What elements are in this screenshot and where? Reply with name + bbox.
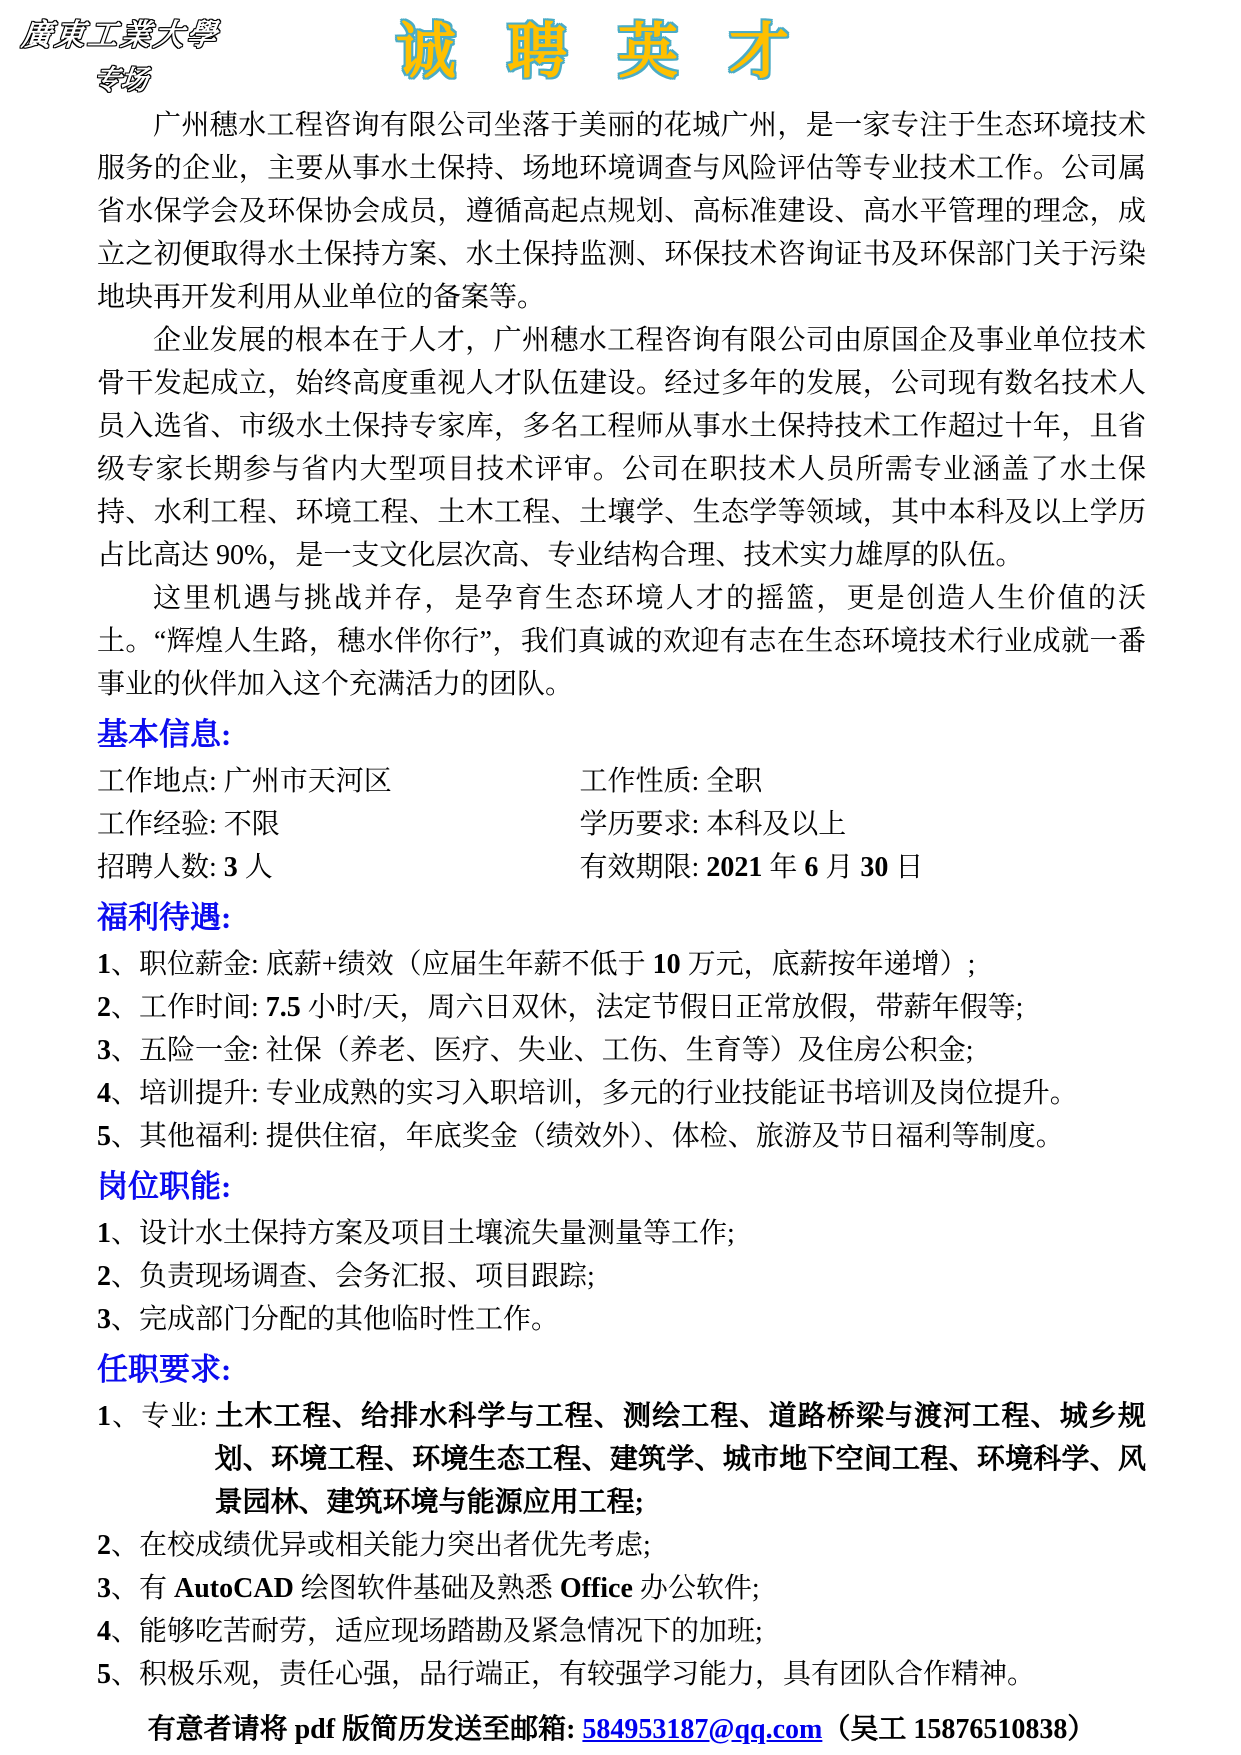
info-work-location xyxy=(97,760,580,803)
job-function-item-3 xyxy=(97,1298,1146,1341)
page-title: 诚 聘 英 才 xyxy=(396,19,795,85)
text-segment: 、设计水土保持方案及项目土壤流失量测量等工作; xyxy=(111,1218,735,1249)
footer-contact-person: （吴工 15876510838） xyxy=(822,1714,1096,1745)
job-function-item-2 xyxy=(97,1255,1146,1298)
requirement-item-5 xyxy=(97,1653,1146,1696)
info-education-required xyxy=(580,803,1146,846)
info-valid-until xyxy=(580,846,1146,889)
text-segment: 工作地点: 广州市天河区 xyxy=(97,766,392,797)
text-segment: 有效期限: xyxy=(579,852,707,883)
text-segment: 、积极乐观，责任心强，品行端正，有较强学习能力，具有团队合作精神。 xyxy=(111,1659,1036,1690)
requirement-item-1 xyxy=(97,1395,1146,1524)
intro-paragraph-3: 这里机遇与挑战并存，是孕育生态环境人才的摇篮，更是创造人生价值的沃土。“辉煌人生路，穗水伴你行”，我们真诚的欢迎有志在生态环境技术行业成就一番事业的伙伴加入这个充满活力的团队。 xyxy=(97,583,1146,700)
text-segment: 小时/天，周六日双休，法定节假日正常放假，带薪年假等; xyxy=(300,992,1024,1023)
text-segment: 、其他福利: 提供住宿，年底奖金（绩效外）、体检、旅游及节日福利等制度。 xyxy=(111,1121,1064,1152)
info-headcount xyxy=(97,846,580,889)
text-segment: 年 xyxy=(762,852,805,883)
benefit-item-2 xyxy=(97,986,1146,1029)
info-row xyxy=(97,803,1146,846)
text-segment: 3 xyxy=(97,1304,111,1335)
text-segment: 、职位薪金: 底薪+绩效（应届生年薪不低于 xyxy=(111,949,653,980)
intro-paragraph-2: 企业发展的根本在于人才，广州穗水工程咨询有限公司由原国企及事业单位技术骨干发起成立，始终高度重视人才队伍建设。经过多年的发展，公司现有数名技术人员入选省、市级水土保持专家库，多名工程师从事水土保持技术工作超过十年，且省级专家长期参与省内大型项目技术评审。公司在职技术人员所需专业涵盖了水土保持、水利工程、环境工程、土木工程、土壤学、生态学等领域，其中本科及以上学历占比高达 90%，是一支文化层次高、专业结构合理、技术实力雄厚的队伍。 xyxy=(97,325,1146,571)
info-row xyxy=(97,846,1146,889)
info-row xyxy=(97,760,1146,803)
text-segment: AutoCAD xyxy=(174,1573,294,1604)
text-segment: 1 xyxy=(97,1401,111,1432)
requirement-item-2 xyxy=(97,1524,1146,1567)
info-job-type xyxy=(580,760,1146,803)
text-segment: 4 xyxy=(97,1078,111,1109)
text-segment: 3 xyxy=(223,852,238,883)
text-segment: 绘图软件基础及熟悉 xyxy=(293,1573,560,1604)
benefit-item-3 xyxy=(97,1029,1146,1072)
text-segment: 3 xyxy=(97,1035,111,1066)
benefit-item-4 xyxy=(97,1072,1146,1115)
requirement-item-3 xyxy=(97,1567,1146,1610)
text-segment: 工作性质: 全职 xyxy=(579,766,763,797)
text-segment: 6 xyxy=(804,852,819,883)
section-heading-basic-info: 基本信息: xyxy=(97,717,232,752)
benefit-item-1 xyxy=(97,943,1146,986)
text-segment: 、在校成绩优异或相关能力突出者优先考虑; xyxy=(111,1530,651,1561)
logo-subtitle: 专场 xyxy=(92,65,150,95)
text-segment: 1 xyxy=(97,949,111,980)
text-segment: 月 xyxy=(818,852,861,883)
intro-paragraph-1: 广州穗水工程咨询有限公司坐落于美丽的花城广州，是一家专注于生态环境技术服务的企业，主要从事水土保持、场地环境调查与风险评估等专业技术工作。公司属省水保学会及环保协会成员，遵循高起点规划、高标准建设、高水平管理的理念，成立之初便取得水土保持方案、水土保持监测、环保技术咨询证书及环保部门关于污染地块再开发利用从业单位的备案等。 xyxy=(97,110,1146,313)
text-segment: 2 xyxy=(97,1530,111,1561)
text-segment: 5 xyxy=(97,1121,111,1152)
text-segment: 、完成部门分配的其他临时性工作。 xyxy=(111,1304,560,1335)
text-segment: 7.5 xyxy=(265,992,301,1023)
footer-text: 有意者请将 pdf 版简历发送至邮箱: xyxy=(147,1714,583,1745)
text-segment: 办公软件; xyxy=(632,1573,760,1604)
job-function-item-1 xyxy=(97,1212,1146,1255)
text-segment: 招聘人数: xyxy=(97,852,224,883)
footer-contact xyxy=(97,1708,1146,1752)
text-segment: 2021 xyxy=(706,852,763,883)
text-segment: 万元，底薪按年递增）; xyxy=(680,949,976,980)
email-link[interactable]: 584953187@qq.com xyxy=(582,1714,823,1745)
text-segment: 3 xyxy=(97,1573,111,1604)
text-segment: 工作经验: 不限 xyxy=(97,809,280,840)
text-segment: 、有 xyxy=(111,1573,175,1604)
info-work-experience xyxy=(97,803,580,846)
text-segment: 日 xyxy=(888,852,924,883)
text-segment: 10 xyxy=(652,949,681,980)
university-logo xyxy=(19,10,222,97)
requirement-item-4 xyxy=(97,1610,1146,1653)
text-segment: 2 xyxy=(97,1261,111,1292)
text-segment: 2 xyxy=(97,992,111,1023)
text-segment: 、能够吃苦耐劳，适应现场踏勘及紧急情况下的加班; xyxy=(111,1616,763,1647)
text-segment: Office xyxy=(559,1573,633,1604)
text-segment: 5 xyxy=(97,1659,111,1690)
text-segment: 、工作时间: xyxy=(111,992,266,1023)
text-segment: 、负责现场调查、会务汇报、项目跟踪; xyxy=(111,1261,595,1292)
text-segment: 1 xyxy=(97,1218,111,1249)
document-body xyxy=(0,104,1241,1752)
section-heading-requirements: 任职要求: xyxy=(97,1352,232,1387)
text-segment: 、专业: xyxy=(111,1401,216,1432)
text-segment: 学历要求: 本科及以上 xyxy=(579,809,847,840)
text-segment: 、培训提升: 专业成熟的实习入职培训，多元的行业技能证书培训及岗位提升。 xyxy=(111,1078,1078,1109)
text-segment: 人 xyxy=(237,852,273,883)
section-heading-job-functions: 岗位职能: xyxy=(97,1169,232,1204)
section-heading-benefits: 福利待遇: xyxy=(97,900,232,935)
text-segment: 、五险一金: 社保（养老、医疗、失业、工伤、生育等）及住房公积金; xyxy=(111,1035,974,1066)
text-segment: 30 xyxy=(860,852,889,883)
benefit-item-5 xyxy=(97,1115,1146,1158)
text-segment: 4 xyxy=(97,1616,111,1647)
header xyxy=(0,4,1241,104)
text-segment: 土木工程、给排水科学与工程、测绘工程、道路桥梁与渡河工程、城乡规划、环境工程、环境生态工程、建筑学、城市地下空间工程、环境科学、风景园林、建筑环境与能源应用工程; xyxy=(214,1401,1146,1518)
university-name: 廣東工業大學 xyxy=(19,19,222,52)
